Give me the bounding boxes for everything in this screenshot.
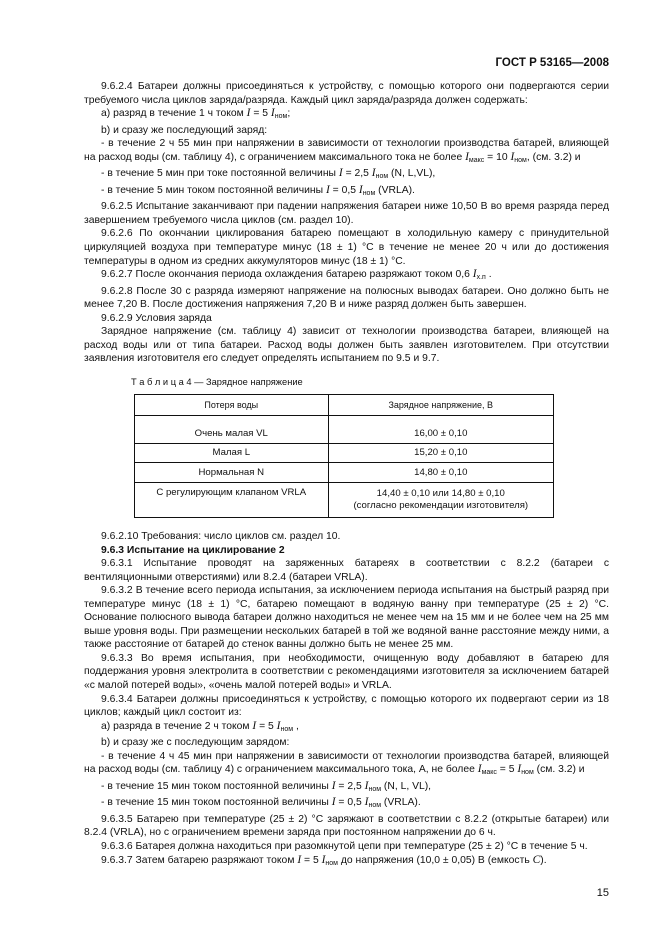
paragraph-b2: b) и сразу же с последующим зарядом:	[101, 737, 290, 749]
table-cell-loss: Очень малая VL	[135, 424, 329, 443]
table-spacer-cell	[328, 416, 553, 425]
paragraph-d1: - в течение 5 мин при токе постоянной величины I = 2,5 $I_{ном}$ (N, L,VL),	[101, 167, 436, 181]
paragraph-a2: а) разряда в течение 2 ч током I = 5 $I_{ном}$ ,	[101, 719, 299, 733]
paragraph-charge: Зарядное напряжение (см. таблицу 4) зависит от технологии производства батареи, влияющей на расход воды или от типа батареи. Расход воды должен быть заявлен изготовителем. При отсутствии заявления изготовителя его следует определять испытанием по 9.5 и 9.7.	[84, 326, 609, 365]
paragraph-9-6-3-1: 9.6.3.1 Испытание проводят на заряженных батареях в соответствии с 8.2.2 (батареи с вентиляционными отверстиями) или 8.2.4 (батареи VRLA).	[84, 558, 609, 583]
paragraph-9-6-2-8: 9.6.2.8 После 30 с разряда измеряют напряжение на полюсных выводах батареи. Оно должно быть не менее 7,20 В. После достижения напряжения 7,20 В и ниже разряд должен быть завершен.	[84, 285, 609, 311]
table-header-cell: Потеря воды	[135, 395, 329, 416]
paragraph-a1: а) разряд в течение 1 ч током I = 5 $I_{ном}$;	[101, 107, 291, 121]
paragraph-9-6-2-7: 9.6.2.7 После окончания периода охлаждения батарею разряжают током 0,6 $I_{х.п}$ .	[101, 268, 492, 282]
table-caption: Т а б л и ц а 4 — Зарядное напряжение	[131, 376, 303, 387]
page-number: 15	[596, 887, 609, 899]
paragraph-e1: - в течение 5 мин током постоянной величины I = 0,5 $I_{ном}$ (VRLA).	[101, 183, 415, 197]
paragraph-9-6-3-7: 9.6.3.7 Затем батарею разряжают током I = 5 $I_{ном}$ до напряжения (10,0 ± 0,05) В (емкость С).	[101, 853, 547, 867]
table-spacer-cell	[135, 416, 329, 425]
table-cell-voltage: 14,80 ± 0,10	[328, 463, 553, 483]
table-row	[135, 424, 554, 443]
paragraph-9-6-2-4: 9.6.2.4 Батареи должны присоединяться к устройству, с помощью которого они подвергаются серии требуемого числа циклов заряда/разряда. Каждый цикл заряда/разряда должен содержать:	[84, 81, 609, 106]
paragraph-e2: - в течение 15 мин током постоянной величины I = 0,5 $I_{ном}$ (VRLA).	[101, 796, 421, 810]
document-header: ГОСТ Р 53165—2008	[495, 57, 609, 69]
paragraph-9-6-2-5: 9.6.2.5 Испытание заканчивают при падении напряжения батареи ниже 10,50 В во время разряда перед завершением требуемого числа циклов (см. раздел 10).	[84, 201, 609, 226]
table-cell-voltage: 16,00 ± 0,10	[328, 424, 553, 443]
document-body	[84, 80, 609, 870]
paragraph-9-6-2-6: 9.6.2.6 По окончании циклирования батарею помещают в холодильную камеру с принудительной циркуляцией воздуха при температуре минус (18 ± 1) °С в течение не менее 20 ч или до достижения температуры в одном из средних аккумуляторов минус (18 ± 1) °С.	[84, 228, 609, 267]
table-cell-loss: Нормальная N	[135, 463, 329, 483]
paragraph-b1: b) и сразу же последующий заряд:	[101, 124, 268, 136]
table-row	[135, 463, 554, 483]
paragraph-9-6-3-2: 9.6.3.2 В течение всего периода испытания, за исключением периода испытания на быстрый разряд при температуре минус (18 ± 1) °С, батарею помещают в водяную ванну при температуре (25 ± 2) °С. Основание полюсного вывода батареи должно находиться не менее чем на 15 мм и не более чем на 25 мм выше уровня воды. При размещении нескольких батарей в той же водяной ванне расстояние между ними, а также расстояние от батарей до стенок ванны должно быть не менее 25 мм.	[84, 585, 609, 651]
table-cell-voltage	[328, 482, 553, 517]
table-row	[135, 482, 554, 517]
table-cell-loss: Малая L	[135, 443, 329, 463]
paragraph-9-6-2-9: 9.6.2.9 Условия заряда	[101, 312, 212, 324]
paragraph-c2: - в течение 4 ч 45 мин при напряжении в зависимости от технологии производства батарей, влияющей на расход воды (см. таблицу 4) с ограничением максимального тока, А, не более $I_{макс} = 5$ $I_{ном}$ (см. 3.2) и	[84, 750, 609, 777]
table-cell-voltage-value: 14,40 ± 0,10 или 14,80 ± 0,10	[376, 487, 505, 499]
table-cell-loss: С регулирующим клапаном VRLA	[135, 482, 329, 517]
table-row	[135, 443, 554, 463]
table-header-cell: Зарядное напряжение, В	[328, 395, 553, 416]
charge-voltage-table	[134, 394, 554, 518]
table-header-row	[135, 395, 554, 416]
paragraph-9-6-3-4: 9.6.3.4 Батареи должны присоединяться к устройству, с помощью которого их подвергают серии из 18 циклов; каждый цикл состоит из:	[84, 693, 609, 719]
paragraph-9-6-3-6: 9.6.3.6 Батарея должна находиться при разомкнутой цепи при температуре (25 ± 2) °С в течение 5 ч.	[101, 841, 588, 853]
paragraph-c1: - в течение 2 ч 55 мин при напряжении в зависимости от технологии производства батарей, влияющей на расход воды (см. таблицу 4), с ограничением максимального тока не более $I_{макс} = 10$ $I_{ном}$, (см. 3.2) и	[84, 138, 609, 164]
table-cell-voltage-note: (согласно рекомендации изготовителя)	[353, 499, 529, 511]
paragraph-9-6-3-3: 9.6.3.3 Во время испытания, при необходимости, очищенную воду добавляют в батарею для поддержания уровня электролита в соответствии с рекомендациями изготовителя за исключением батарей «с малой потерей воды», «очень малой потерей воды» и VRLA.	[84, 652, 609, 691]
paragraph-9-6-3-5: 9.6.3.5 Батарею при температуре (25 ± 2) °С заряжают в соответствии с 8.2.2 (открытые батареи) или 8.2.4 (VRLA), но с ограничением времени заряда при постоянном напряжении до 6 ч.	[84, 813, 609, 839]
section-heading-9-6-3: 9.6.3 Испытание на циклирование 2	[101, 544, 285, 556]
paragraph-9-6-2-10: 9.6.2.10 Требования: число циклов см. раздел 10.	[101, 530, 341, 542]
paragraph-d2: - в течение 15 мин током постоянной величины I = 2,5 $I_{ном}$ (N, L, VL),	[101, 779, 432, 793]
table-row	[135, 416, 554, 425]
table-cell-voltage: 15,20 ± 0,10	[328, 443, 553, 463]
